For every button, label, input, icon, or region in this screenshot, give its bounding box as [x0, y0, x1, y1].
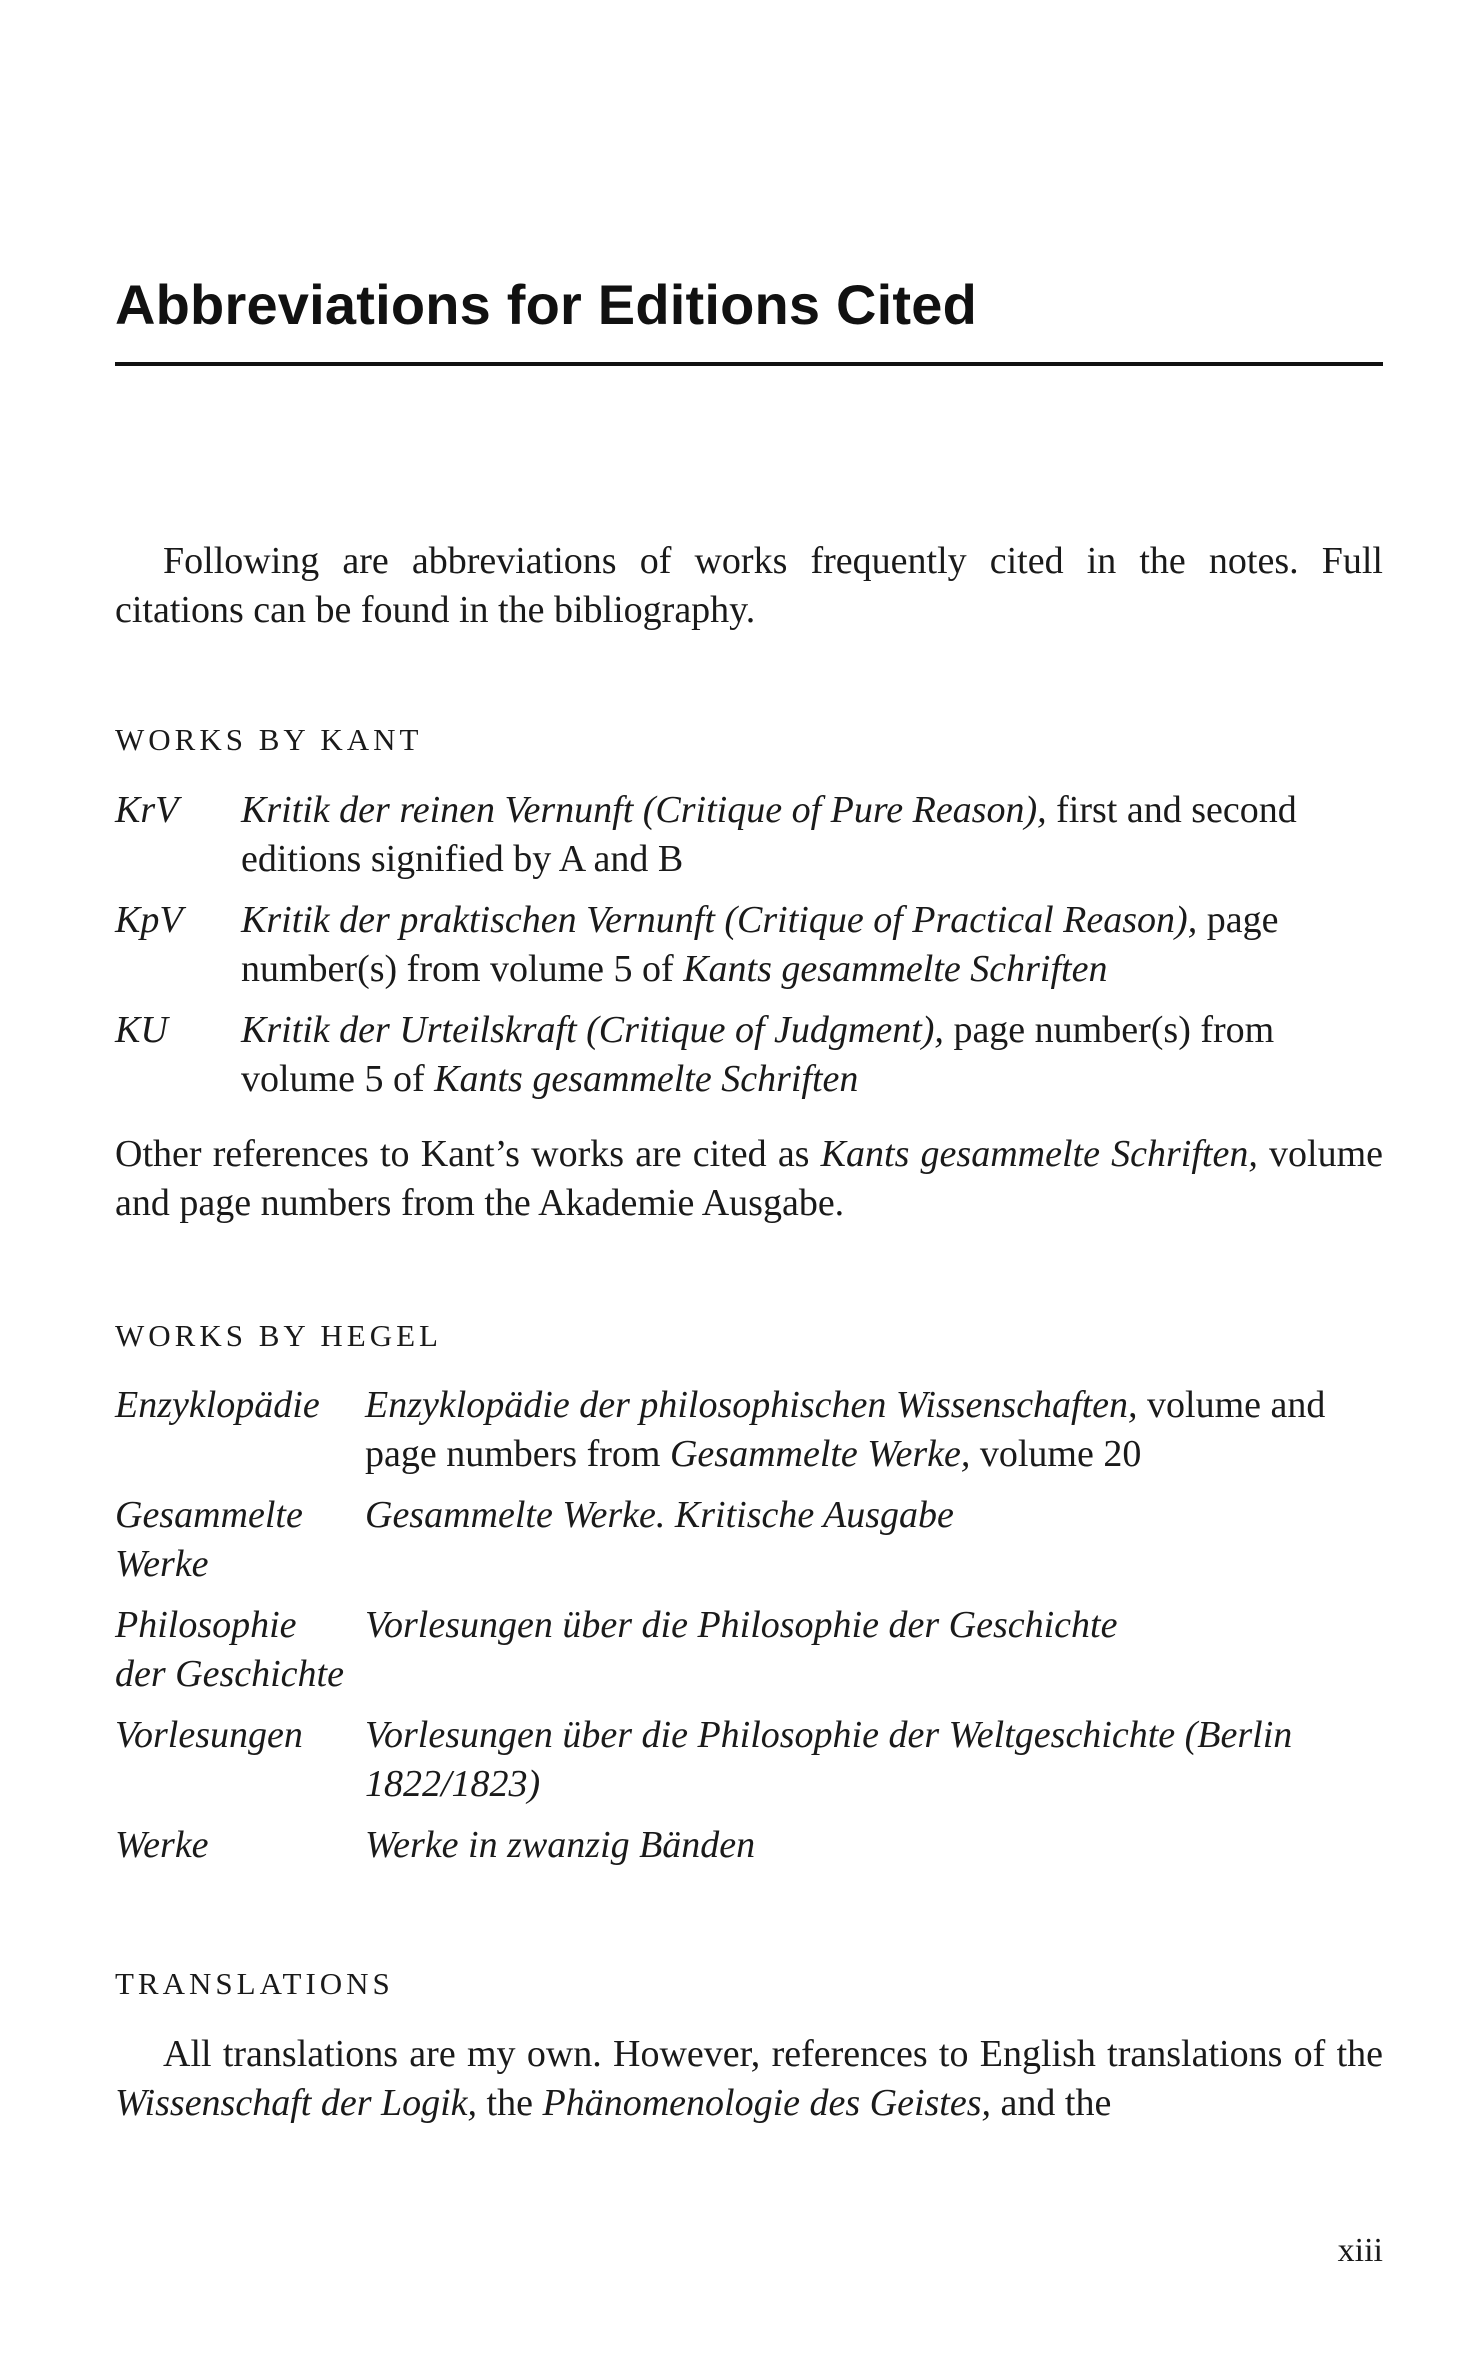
abbreviation: [115, 1601, 365, 1699]
translations-paragraph: [115, 2030, 1383, 2128]
abbreviation-line: Werke: [115, 1543, 209, 1585]
work-title: Phänomenologie des Geistes,: [542, 2082, 992, 2124]
title-rule: [115, 362, 1383, 366]
abbreviation: KpV: [115, 899, 183, 941]
definition: [241, 896, 1383, 994]
definition: [365, 1821, 1383, 1870]
definition: [365, 1711, 1383, 1809]
work-title: Kritik der praktischen Vernunft (Critique of Practical Reason),: [241, 899, 1198, 941]
definition: [365, 1491, 1383, 1540]
kant-references-note: [115, 1130, 1383, 1228]
work-title: Werke in zwanzig Bänden: [365, 1824, 756, 1866]
abbreviation-line: der Geschichte: [115, 1653, 344, 1695]
work-title: Kritik der reinen Vernunft (Critique of Pure Reason),: [241, 789, 1047, 831]
abbreviation: KU: [115, 1009, 168, 1051]
list-item: [115, 1821, 1383, 1870]
abbreviation: Werke: [115, 1824, 209, 1866]
section-heading-translations: TRANSLATIONS: [115, 1966, 394, 2001]
definition-note: volume and page numbers from: [365, 1384, 1326, 1475]
abbreviation: KrV: [115, 789, 179, 831]
abbreviation-line: Gesammelte: [115, 1494, 303, 1536]
list-item: [115, 1381, 1383, 1479]
kant-abbreviation-list: [115, 786, 1383, 1116]
paragraph-text: and the: [991, 2082, 1112, 2124]
work-title: Vorlesungen über die Philosophie der Weltgeschichte (Berlin 1822/1823): [365, 1714, 1293, 1805]
list-item: [115, 1601, 1383, 1699]
list-item: [115, 1711, 1383, 1809]
note-text: Other references to Kant’s works are cited as: [115, 1133, 821, 1175]
paragraph-text: the: [477, 2082, 543, 2124]
definition-note: first and second editions signified by A and B: [241, 789, 1297, 880]
abbreviation-line: Philosophie: [115, 1604, 297, 1646]
definition: [365, 1601, 1383, 1650]
source-title: Kants gesammelte Schriften: [683, 948, 1108, 990]
source-title: Gesammelte Werke,: [669, 1433, 971, 1475]
section-heading-kant: WORKS BY KANT: [115, 722, 423, 757]
abbreviation: Enzyklopädie: [115, 1384, 320, 1426]
definition-note: volume 20: [970, 1433, 1142, 1475]
list-item: [115, 1006, 1383, 1104]
definition: [241, 786, 1383, 884]
work-title: Kritik der Urteilskraft (Critique of Judgment),: [241, 1009, 944, 1051]
list-item: [115, 896, 1383, 994]
source-title: Kants gesammelte Schriften: [434, 1058, 859, 1100]
definition: [365, 1381, 1383, 1479]
note-text: volume and page numbers from the Akademie Ausgabe.: [115, 1133, 1383, 1224]
intro-paragraph: Following are abbreviations of works frequently cited in the notes. Full citations can be found in the bibliography.: [115, 540, 1383, 631]
paragraph-text: All translations are my own. However, references to English translations of the: [163, 2033, 1383, 2075]
abbreviation: [115, 1491, 365, 1589]
source-title: Kants gesammelte Schriften,: [820, 1133, 1258, 1175]
work-title: Wissenschaft der Logik,: [115, 2082, 478, 2124]
work-title: Gesammelte Werke. Kritische Ausgabe: [365, 1494, 954, 1536]
chapter-title: Abbreviations for Editions Cited: [115, 273, 978, 336]
definition-note: page number(s) from volume 5 of: [241, 899, 1279, 990]
definition: [241, 1006, 1383, 1104]
definition-note: page number(s) from volume 5 of: [241, 1009, 1275, 1100]
abbreviation: Vorlesungen: [115, 1714, 303, 1756]
page-number: xiii: [1337, 2232, 1383, 2269]
list-item: [115, 1491, 1383, 1589]
section-heading-hegel: WORKS BY HEGEL: [115, 1318, 442, 1353]
work-title: Vorlesungen über die Philosophie der Geschichte: [365, 1604, 1118, 1646]
work-title: Enzyklopädie der philosophischen Wissenschaften,: [365, 1384, 1138, 1426]
list-item: [115, 786, 1383, 884]
hegel-abbreviation-list: [115, 1381, 1383, 1882]
